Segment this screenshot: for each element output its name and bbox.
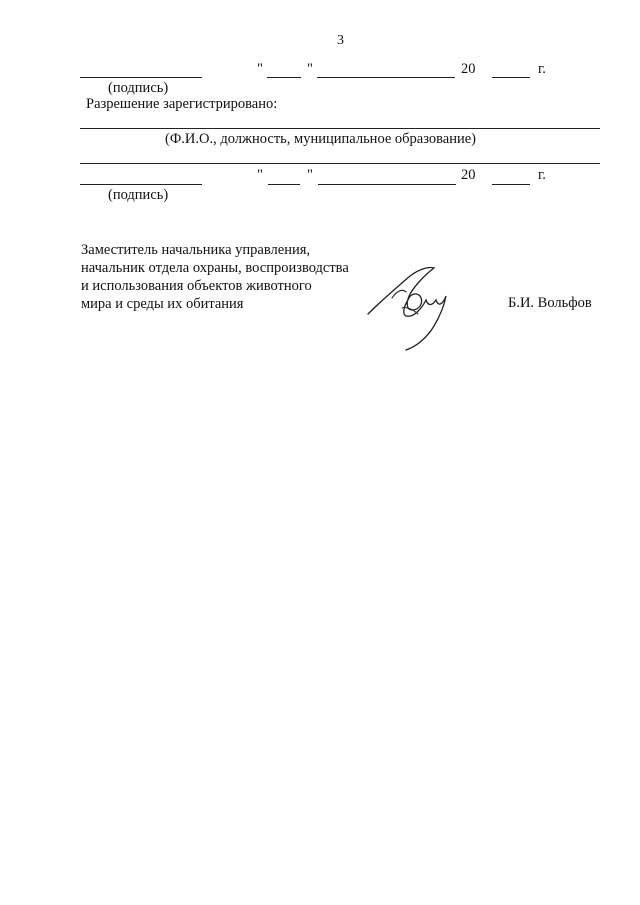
- fio-caption: (Ф.И.О., должность, муниципальное образование): [165, 131, 477, 147]
- signature-line: [80, 77, 202, 78]
- signature-caption: (подпись): [108, 80, 169, 96]
- signatory-name: Б.И. Вольфов: [508, 295, 592, 311]
- signature-line: [80, 184, 202, 185]
- fio-line-2: [80, 163, 600, 164]
- year-line: [492, 184, 530, 185]
- day-line: [267, 77, 301, 78]
- signatory-position-line: мира и среды их обитания: [81, 296, 244, 312]
- fio-line: [80, 128, 600, 129]
- date-quote-open: ": [257, 167, 263, 183]
- month-line: [317, 77, 455, 78]
- day-line: [268, 184, 300, 185]
- year-line: [492, 77, 530, 78]
- handwritten-signature: [362, 262, 462, 354]
- month-line: [318, 184, 456, 185]
- registration-label: Разрешение зарегистрировано:: [86, 96, 278, 112]
- date-quote-close: ": [307, 61, 313, 77]
- year-prefix: 20: [461, 61, 476, 77]
- signatory-position-line: начальник отдела охраны, воспроизводства: [81, 260, 349, 276]
- year-suffix: г.: [538, 167, 546, 183]
- date-quote-open: ": [257, 61, 263, 77]
- year-prefix: 20: [461, 167, 476, 183]
- signatory-position-line: и использования объектов животного: [81, 278, 312, 294]
- year-suffix: г.: [538, 61, 546, 77]
- signatory-position-line: Заместитель начальника управления,: [81, 242, 311, 258]
- page-number: 3: [337, 33, 344, 48]
- date-quote-close: ": [307, 167, 313, 183]
- signature-caption: (подпись): [108, 187, 169, 203]
